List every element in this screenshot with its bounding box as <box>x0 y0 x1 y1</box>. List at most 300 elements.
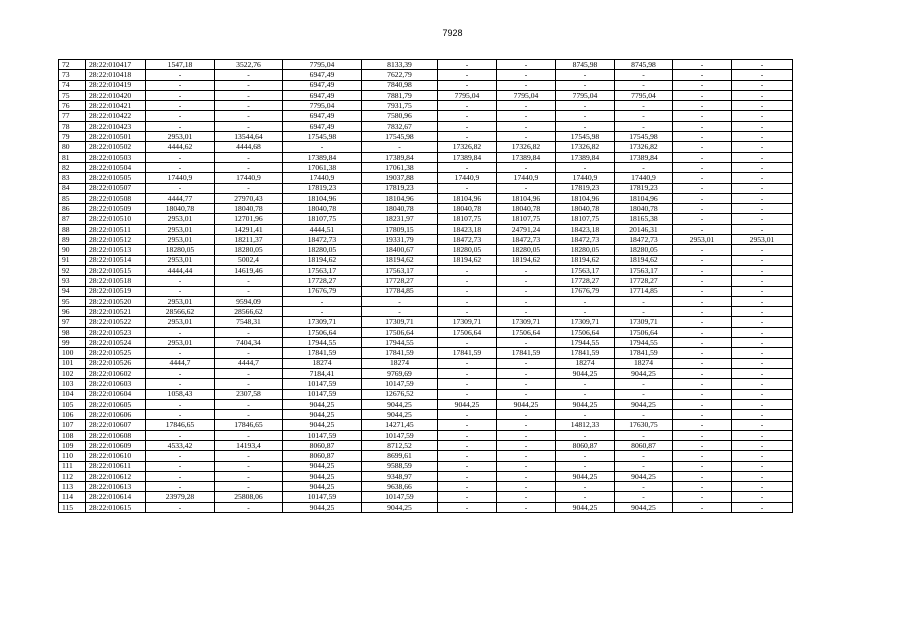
value-cell: - <box>146 399 215 409</box>
value-cell: - <box>615 410 673 420</box>
value-cell: - <box>146 430 215 440</box>
value-cell: 18104,96 <box>362 193 438 203</box>
table-row <box>59 173 793 183</box>
value-cell: 18194,62 <box>615 255 673 265</box>
value-cell: 2953,01 <box>146 317 215 327</box>
value-cell: 7795,04 <box>438 90 497 100</box>
value-cell: 4444,44 <box>146 265 215 275</box>
value-cell: 9044,25 <box>283 482 362 492</box>
value-cell: 17326,82 <box>615 142 673 152</box>
value-cell: - <box>438 461 497 471</box>
value-cell: - <box>732 121 793 131</box>
value-cell: 18472,73 <box>556 235 615 245</box>
row-number-cell: 86 <box>59 204 86 214</box>
value-cell: - <box>732 420 793 430</box>
value-cell: 9044,25 <box>615 471 673 481</box>
value-cell: - <box>673 348 732 358</box>
value-cell: 17563,17 <box>362 265 438 275</box>
cadastral-code-cell: 28:22:010503 <box>86 152 146 162</box>
value-cell: - <box>673 162 732 172</box>
value-cell: - <box>215 327 283 337</box>
value-cell: - <box>732 142 793 152</box>
value-cell: - <box>146 286 215 296</box>
cadastral-code-cell: 28:22:010508 <box>86 193 146 203</box>
row-number-cell: 108 <box>59 430 86 440</box>
value-cell: 7548,31 <box>215 317 283 327</box>
value-cell: 17676,79 <box>556 286 615 296</box>
value-cell: - <box>732 224 793 234</box>
value-cell: - <box>673 286 732 296</box>
table-row <box>59 204 793 214</box>
value-cell: - <box>732 338 793 348</box>
value-cell: - <box>146 276 215 286</box>
value-cell: - <box>438 451 497 461</box>
value-cell: - <box>497 132 556 142</box>
value-cell: - <box>732 430 793 440</box>
value-cell: - <box>497 410 556 420</box>
cadastral-code-cell: 28:22:010417 <box>86 60 146 70</box>
row-number-cell: 104 <box>59 389 86 399</box>
value-cell: - <box>673 379 732 389</box>
value-cell: 17545,98 <box>556 132 615 142</box>
row-number-cell: 87 <box>59 214 86 224</box>
value-cell: - <box>732 60 793 70</box>
value-cell: 4444,51 <box>283 224 362 234</box>
cadastral-code-cell: 28:22:010512 <box>86 235 146 245</box>
value-cell: 14291,41 <box>215 224 283 234</box>
value-cell: - <box>146 80 215 90</box>
value-cell: 6947,49 <box>283 90 362 100</box>
value-cell: - <box>732 440 793 450</box>
value-cell: 4444,68 <box>215 142 283 152</box>
value-cell: - <box>438 183 497 193</box>
value-cell: - <box>673 307 732 317</box>
row-number-cell: 74 <box>59 80 86 90</box>
value-cell: 3522,76 <box>215 60 283 70</box>
value-cell: - <box>438 286 497 296</box>
value-cell: - <box>732 214 793 224</box>
value-cell: 18104,96 <box>615 193 673 203</box>
value-cell: - <box>732 70 793 80</box>
row-number-cell: 72 <box>59 60 86 70</box>
value-cell: 9044,25 <box>615 399 673 409</box>
cadastral-code-cell: 28:22:010518 <box>86 276 146 286</box>
value-cell: 17841,59 <box>362 348 438 358</box>
value-cell: - <box>438 410 497 420</box>
value-cell: - <box>497 60 556 70</box>
table-row <box>59 358 793 368</box>
value-cell: - <box>673 142 732 152</box>
value-cell: - <box>146 471 215 481</box>
value-cell: 18280,05 <box>283 245 362 255</box>
value-cell: 10147,59 <box>283 379 362 389</box>
value-cell: 18194,62 <box>362 255 438 265</box>
value-cell: - <box>673 101 732 111</box>
value-cell: - <box>497 80 556 90</box>
table-row <box>59 286 793 296</box>
value-cell: - <box>673 265 732 275</box>
value-cell: - <box>673 132 732 142</box>
value-cell: 17545,98 <box>615 132 673 142</box>
row-number-cell: 114 <box>59 492 86 502</box>
value-cell: 4444,7 <box>146 358 215 368</box>
row-number-cell: 78 <box>59 121 86 131</box>
value-cell: - <box>215 502 283 512</box>
value-cell: - <box>673 317 732 327</box>
row-number-cell: 76 <box>59 101 86 111</box>
value-cell: - <box>215 482 283 492</box>
value-cell: - <box>146 451 215 461</box>
row-number-cell: 115 <box>59 502 86 512</box>
value-cell: - <box>732 204 793 214</box>
value-cell: - <box>215 410 283 420</box>
value-cell: 9044,25 <box>283 461 362 471</box>
value-cell: - <box>673 152 732 162</box>
value-cell: 18211,37 <box>215 235 283 245</box>
table-row <box>59 183 793 193</box>
value-cell: - <box>673 214 732 224</box>
value-cell: - <box>283 307 362 317</box>
value-cell: 17841,59 <box>497 348 556 358</box>
cadastral-code-cell: 28:22:010520 <box>86 296 146 306</box>
value-cell: - <box>438 265 497 275</box>
value-cell: - <box>438 338 497 348</box>
value-cell: - <box>673 255 732 265</box>
value-cell: 17563,17 <box>556 265 615 275</box>
value-cell: - <box>146 70 215 80</box>
value-cell: - <box>615 389 673 399</box>
value-cell: - <box>673 482 732 492</box>
cadastral-code-cell: 28:22:010524 <box>86 338 146 348</box>
cadastral-code-cell: 28:22:010515 <box>86 265 146 275</box>
value-cell: - <box>438 471 497 481</box>
value-cell: 6947,49 <box>283 121 362 131</box>
table-row <box>59 440 793 450</box>
table-row <box>59 214 793 224</box>
row-number-cell: 110 <box>59 451 86 461</box>
value-cell: - <box>438 60 497 70</box>
value-cell: 25808,06 <box>215 492 283 502</box>
value-cell: 18194,62 <box>438 255 497 265</box>
value-cell: 9594,09 <box>215 296 283 306</box>
value-cell: 18274 <box>362 358 438 368</box>
value-cell: - <box>146 183 215 193</box>
value-cell: 17728,27 <box>556 276 615 286</box>
table-row <box>59 307 793 317</box>
value-cell: - <box>732 173 793 183</box>
value-cell: 4444,77 <box>146 193 215 203</box>
value-cell: - <box>438 502 497 512</box>
value-cell: - <box>732 183 793 193</box>
value-cell: - <box>556 389 615 399</box>
table-row <box>59 152 793 162</box>
value-cell: - <box>615 101 673 111</box>
value-cell: - <box>146 368 215 378</box>
value-cell: 17676,79 <box>283 286 362 296</box>
cadastral-code-cell: 28:22:010526 <box>86 358 146 368</box>
value-cell: 1547,18 <box>146 60 215 70</box>
value-cell: 10147,59 <box>362 492 438 502</box>
value-cell: 17841,59 <box>615 348 673 358</box>
cadastral-code-cell: 28:22:010603 <box>86 379 146 389</box>
value-cell: 9044,25 <box>283 420 362 430</box>
value-cell: 18280,05 <box>615 245 673 255</box>
value-cell: - <box>146 379 215 389</box>
value-cell: - <box>673 327 732 337</box>
value-cell: 9638,66 <box>362 482 438 492</box>
value-cell: - <box>673 399 732 409</box>
value-cell: 17809,15 <box>362 224 438 234</box>
value-cell: - <box>438 121 497 131</box>
value-cell: 12676,52 <box>362 389 438 399</box>
value-cell: - <box>673 111 732 121</box>
value-cell: - <box>615 307 673 317</box>
row-number-cell: 80 <box>59 142 86 152</box>
value-cell: - <box>438 440 497 450</box>
value-cell: - <box>146 348 215 358</box>
value-cell: 17389,84 <box>497 152 556 162</box>
cadastral-code-cell: 28:22:010507 <box>86 183 146 193</box>
value-cell: 17506,64 <box>438 327 497 337</box>
value-cell: 18194,62 <box>283 255 362 265</box>
value-cell: - <box>215 471 283 481</box>
value-cell: 17728,27 <box>362 276 438 286</box>
value-cell: - <box>497 379 556 389</box>
value-cell: 2953,01 <box>673 235 732 245</box>
value-cell: 1058,43 <box>146 389 215 399</box>
value-cell: 17309,71 <box>615 317 673 327</box>
value-cell: 17841,59 <box>283 348 362 358</box>
value-cell: - <box>556 296 615 306</box>
value-cell: 17389,84 <box>438 152 497 162</box>
cadastral-code-cell: 28:22:010514 <box>86 255 146 265</box>
value-cell: - <box>497 461 556 471</box>
value-cell: 17309,71 <box>283 317 362 327</box>
cadastral-code-cell: 28:22:010504 <box>86 162 146 172</box>
value-cell: - <box>615 70 673 80</box>
table-row <box>59 410 793 420</box>
value-cell: 9588,59 <box>362 461 438 471</box>
row-number-cell: 105 <box>59 399 86 409</box>
value-cell: 17819,23 <box>556 183 615 193</box>
value-cell: 23979,28 <box>146 492 215 502</box>
value-cell: - <box>615 451 673 461</box>
value-cell: - <box>556 461 615 471</box>
value-cell: - <box>673 245 732 255</box>
value-cell: 18472,73 <box>438 235 497 245</box>
value-cell: - <box>497 121 556 131</box>
value-cell: - <box>497 276 556 286</box>
value-cell: - <box>673 80 732 90</box>
value-cell: - <box>215 276 283 286</box>
value-cell: - <box>215 111 283 121</box>
row-number-cell: 102 <box>59 368 86 378</box>
value-cell: - <box>732 368 793 378</box>
value-cell: 18472,73 <box>283 235 362 245</box>
value-cell: 8060,87 <box>556 440 615 450</box>
cadastral-code-cell: 28:22:010607 <box>86 420 146 430</box>
cadastral-code-cell: 28:22:010419 <box>86 80 146 90</box>
value-cell: - <box>146 111 215 121</box>
value-cell: 18104,96 <box>497 193 556 203</box>
value-cell: 18107,75 <box>556 214 615 224</box>
value-cell: - <box>556 70 615 80</box>
value-cell: 18280,05 <box>556 245 615 255</box>
value-cell: 9044,25 <box>283 410 362 420</box>
value-cell: 9044,25 <box>362 399 438 409</box>
value-cell: - <box>732 162 793 172</box>
value-cell: - <box>673 461 732 471</box>
value-cell: - <box>615 379 673 389</box>
table-row <box>59 70 793 80</box>
value-cell: - <box>673 338 732 348</box>
value-cell: 9044,25 <box>283 471 362 481</box>
value-cell: - <box>497 70 556 80</box>
table-body <box>59 60 793 513</box>
value-cell: 10147,59 <box>362 430 438 440</box>
row-number-cell: 83 <box>59 173 86 183</box>
value-cell: 18165,38 <box>615 214 673 224</box>
value-cell: - <box>497 492 556 502</box>
value-cell: 17326,82 <box>497 142 556 152</box>
value-cell: 7404,34 <box>215 338 283 348</box>
value-cell: 7795,04 <box>615 90 673 100</box>
value-cell: - <box>732 358 793 368</box>
value-cell: - <box>215 183 283 193</box>
cadastral-code-cell: 28:22:010510 <box>86 214 146 224</box>
value-cell: - <box>497 338 556 348</box>
value-cell: 17309,71 <box>438 317 497 327</box>
value-cell: - <box>732 410 793 420</box>
row-number-cell: 81 <box>59 152 86 162</box>
value-cell: - <box>438 162 497 172</box>
row-number-cell: 112 <box>59 471 86 481</box>
value-cell: - <box>438 420 497 430</box>
value-cell: - <box>732 152 793 162</box>
value-cell: - <box>615 111 673 121</box>
table-row <box>59 327 793 337</box>
cadastral-code-cell: 28:22:010502 <box>86 142 146 152</box>
value-cell: - <box>497 502 556 512</box>
value-cell: 17563,17 <box>615 265 673 275</box>
cadastral-code-cell: 28:22:010609 <box>86 440 146 450</box>
cadastral-code-cell: 28:22:010610 <box>86 451 146 461</box>
value-cell: - <box>556 111 615 121</box>
row-number-cell: 109 <box>59 440 86 450</box>
cadastral-code-cell: 28:22:010522 <box>86 317 146 327</box>
value-cell: 9044,25 <box>362 410 438 420</box>
value-cell: - <box>673 90 732 100</box>
value-cell: - <box>673 276 732 286</box>
table-row <box>59 60 793 70</box>
value-cell: 17389,84 <box>556 152 615 162</box>
value-cell: 18104,96 <box>283 193 362 203</box>
value-cell: - <box>215 461 283 471</box>
value-cell: 9044,25 <box>615 502 673 512</box>
value-cell: 17309,71 <box>556 317 615 327</box>
value-cell: - <box>146 162 215 172</box>
row-number-cell: 91 <box>59 255 86 265</box>
value-cell: - <box>438 307 497 317</box>
row-number-cell: 95 <box>59 296 86 306</box>
value-cell: - <box>732 193 793 203</box>
value-cell: 28566,62 <box>146 307 215 317</box>
value-cell: 14619,46 <box>215 265 283 275</box>
value-cell: 8712,52 <box>362 440 438 450</box>
value-cell: - <box>732 307 793 317</box>
value-cell: - <box>556 101 615 111</box>
value-cell: 18194,62 <box>556 255 615 265</box>
value-cell: 18040,78 <box>146 204 215 214</box>
value-cell: 2307,58 <box>215 389 283 399</box>
table-row <box>59 276 793 286</box>
value-cell: - <box>732 90 793 100</box>
value-cell: 4444,62 <box>146 142 215 152</box>
value-cell: - <box>438 101 497 111</box>
value-cell: 18231,97 <box>362 214 438 224</box>
value-cell: 6947,49 <box>283 80 362 90</box>
value-cell: 10147,59 <box>283 389 362 399</box>
value-cell: - <box>438 80 497 90</box>
row-number-cell: 106 <box>59 410 86 420</box>
value-cell: - <box>146 502 215 512</box>
row-number-cell: 88 <box>59 224 86 234</box>
value-cell: 2953,01 <box>146 296 215 306</box>
value-cell: - <box>673 224 732 234</box>
value-cell: - <box>497 420 556 430</box>
cadastral-code-cell: 28:22:010521 <box>86 307 146 317</box>
value-cell: 18194,62 <box>497 255 556 265</box>
table-row <box>59 492 793 502</box>
value-cell: 17819,23 <box>615 183 673 193</box>
value-cell: 6947,49 <box>283 111 362 121</box>
table-row <box>59 90 793 100</box>
cadastral-code-cell: 28:22:010605 <box>86 399 146 409</box>
value-cell: - <box>673 183 732 193</box>
value-cell: 18423,18 <box>438 224 497 234</box>
value-cell: 7795,04 <box>283 60 362 70</box>
table-row <box>59 430 793 440</box>
row-number-cell: 84 <box>59 183 86 193</box>
value-cell: - <box>615 430 673 440</box>
value-cell: 17440,9 <box>146 173 215 183</box>
value-cell: - <box>732 502 793 512</box>
value-cell: 8060,87 <box>283 451 362 461</box>
value-cell: - <box>556 379 615 389</box>
row-number-cell: 75 <box>59 90 86 100</box>
cadastral-code-cell: 28:22:010421 <box>86 101 146 111</box>
cadastral-code-cell: 28:22:010525 <box>86 348 146 358</box>
value-cell: 17944,55 <box>283 338 362 348</box>
table-row <box>59 389 793 399</box>
value-cell: 20146,31 <box>615 224 673 234</box>
value-cell: 19331,79 <box>362 235 438 245</box>
table-row <box>59 461 793 471</box>
value-cell: - <box>438 482 497 492</box>
value-cell: - <box>673 121 732 131</box>
value-cell: - <box>215 162 283 172</box>
table-row <box>59 348 793 358</box>
value-cell: - <box>732 471 793 481</box>
value-cell: - <box>497 440 556 450</box>
table-row <box>59 296 793 306</box>
value-cell: 17506,64 <box>556 327 615 337</box>
value-cell: 17440,9 <box>283 173 362 183</box>
value-cell: - <box>438 430 497 440</box>
cadastral-code-cell: 28:22:010614 <box>86 492 146 502</box>
value-cell: - <box>673 358 732 368</box>
value-cell: 7580,96 <box>362 111 438 121</box>
